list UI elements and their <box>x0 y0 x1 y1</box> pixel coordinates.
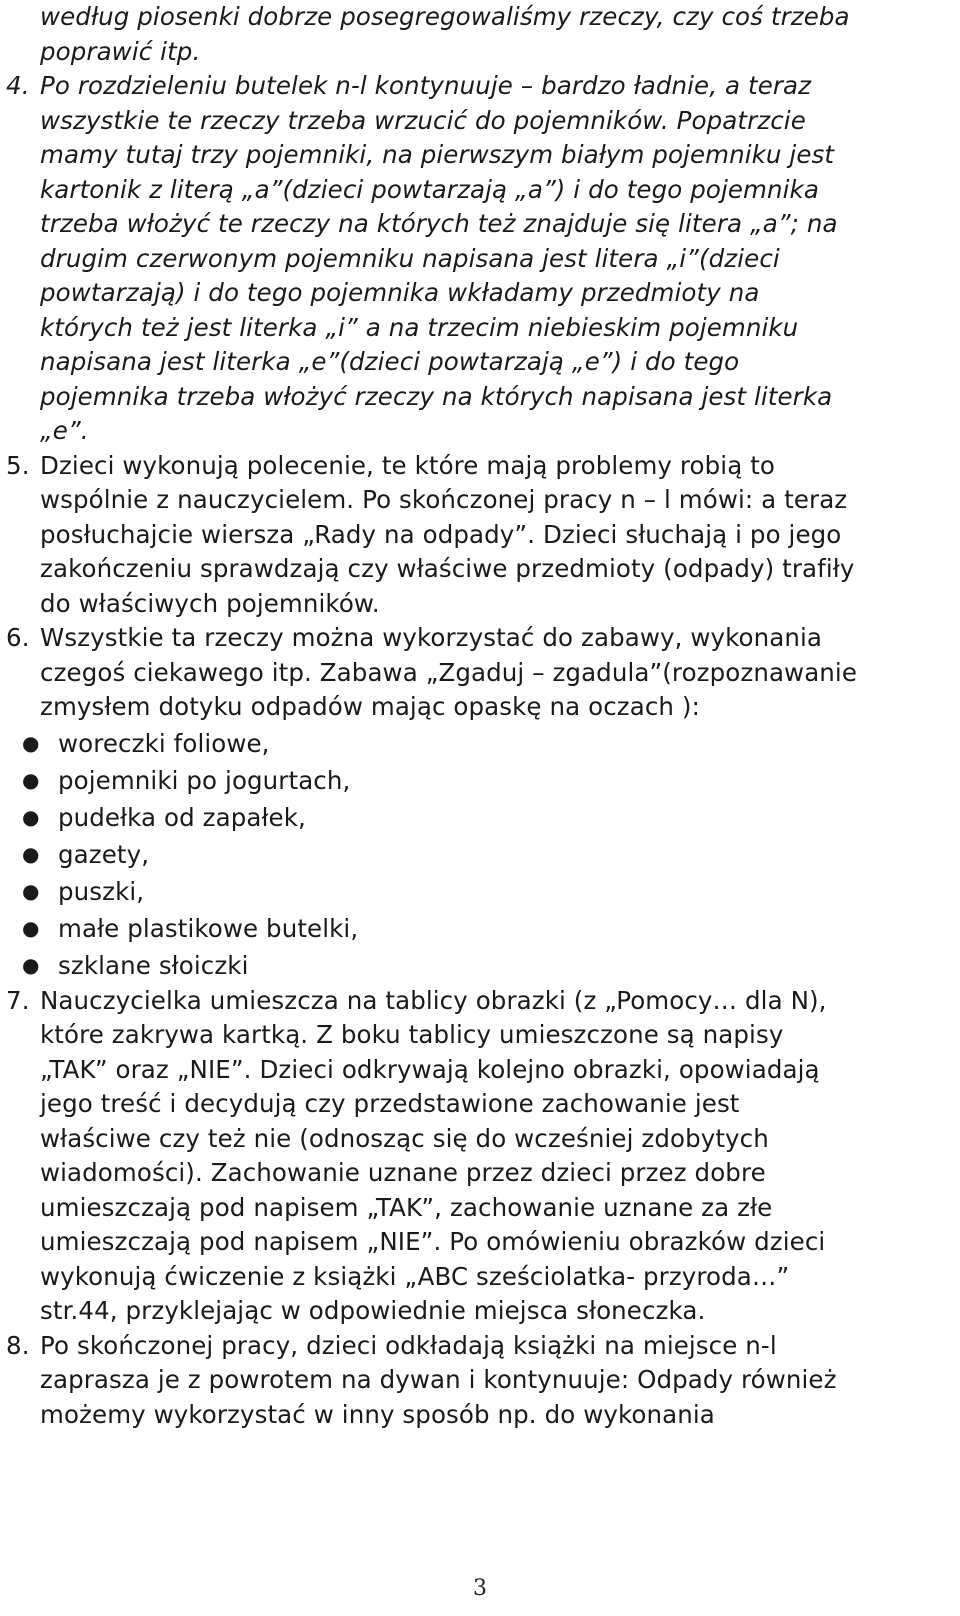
text-line <box>6 1018 946 1053</box>
text-line <box>6 173 946 208</box>
text-line <box>6 587 946 622</box>
line-text: poprawić itp. <box>40 36 201 66</box>
list-item-text: gazety, <box>58 839 150 869</box>
line-text: których też jest literka „i” a na trzecim niebieskim pojemniku <box>40 312 799 342</box>
text-line <box>6 1191 946 1226</box>
line-text: właściwe czy też nie (odnosząc się do wcześniej zdobytych <box>40 1123 769 1153</box>
line-text: mamy tutaj trzy pojemniki, na pierwszym białym pojemniku jest <box>40 140 835 169</box>
line-text: według piosenki dobrze posegregowaliśmy rzeczy, czy coś trzeba <box>40 2 850 31</box>
text-line <box>6 1398 946 1433</box>
text-line <box>6 656 946 691</box>
line-text: zmysłem dotyku odpadów mając opaskę na oczach ): <box>40 692 700 721</box>
text-line <box>6 345 946 380</box>
text-line <box>6 207 946 242</box>
line-text: do właściwych pojemników. <box>40 588 380 618</box>
list-number: 4. <box>6 71 30 100</box>
paragraph-block-top <box>6 0 946 725</box>
line-text: Nauczycielka umieszcza na tablicy obrazki (z „Pomocy… dla N), <box>40 985 827 1015</box>
text-line <box>6 35 946 70</box>
text-line <box>6 242 946 277</box>
line-text: wykonują ćwiczenie z książki „ABC sześciolatka- przyroda…” <box>40 1261 790 1291</box>
list-item-text: woreczki foliowe, <box>58 728 270 758</box>
bullet-dot-icon: ● <box>22 767 40 792</box>
line-text: kartonik z literą „a”(dzieci powtarzają „a”) i do tego pojemnika <box>40 174 819 204</box>
line-text: wspólnie z nauczycielem. Po skończonej pracy n – l mówi: a teraz <box>40 485 848 514</box>
list-number: 6. <box>6 623 30 652</box>
text-line <box>6 984 946 1019</box>
line-text: Wszystkie ta rzeczy można wykorzystać do zabawy, wykonania <box>40 623 822 652</box>
list-item <box>6 836 946 873</box>
text-line <box>6 518 946 553</box>
list-item <box>6 873 946 910</box>
bullet-dot-icon: ● <box>22 730 40 755</box>
list-item-text: pojemniki po jogurtach, <box>58 765 351 795</box>
line-text: Dzieci wykonują polecenie, te które mają problemy robią to <box>40 450 775 480</box>
list-item-text: pudełka od zapałek, <box>58 802 306 832</box>
line-text: powtarzają) i do tego pojemnika wkładamy przedmioty na <box>40 278 760 307</box>
line-text: str.44, przyklejając w odpowiednie miejsca słoneczka. <box>40 1296 706 1325</box>
list-item-text: małe plastikowe butelki, <box>58 913 359 943</box>
list-number: 8. <box>6 1330 30 1360</box>
line-text: „e”. <box>40 416 89 445</box>
bullet-dot-icon: ● <box>22 804 40 829</box>
text-line <box>6 1053 946 1088</box>
text-line <box>6 1156 946 1191</box>
text-line <box>6 1363 946 1398</box>
text-line <box>6 1122 946 1157</box>
list-item <box>6 910 946 947</box>
bullet-dot-icon: ● <box>22 952 40 977</box>
text-line <box>6 0 946 35</box>
text-line <box>6 104 946 139</box>
text-line <box>6 449 946 484</box>
text-line <box>6 483 946 518</box>
text-line <box>6 414 946 449</box>
text-line <box>6 380 946 415</box>
list-number: 5. <box>6 450 30 480</box>
text-line <box>6 621 946 656</box>
list-item <box>6 947 946 984</box>
line-text: zaprasza je z powrotem na dywan i kontynuuje: Odpady również <box>40 1365 837 1394</box>
bullet-list <box>6 725 946 984</box>
text-line <box>6 1087 946 1122</box>
line-text: Po rozdzieleniu butelek n-l kontynuuje – bardzo ładnie, a teraz <box>40 71 812 100</box>
line-text: Po skończonej pracy, dzieci odkładają książki na miejsce n-l <box>40 1330 777 1360</box>
text-line <box>6 1225 946 1260</box>
document-body <box>6 0 946 1432</box>
page-number: 3 <box>473 1576 487 1601</box>
bullet-dot-icon: ● <box>22 915 40 940</box>
line-text: które zakrywa kartką. Z boku tablicy umieszczone są napisy <box>40 1020 784 1049</box>
list-item-text: puszki, <box>58 876 145 906</box>
line-text: jego treść i decydują czy przedstawione zachowanie jest <box>40 1089 740 1118</box>
line-text: napisana jest literka „e”(dzieci powtarzają „e”) i do tego <box>40 347 740 376</box>
bullet-dot-icon: ● <box>22 878 40 903</box>
text-line <box>6 276 946 311</box>
line-text: posłuchajcie wiersza „Rady na odpady”. Dzieci słuchają i po jego <box>40 519 842 549</box>
list-item <box>6 725 946 762</box>
list-item <box>6 762 946 799</box>
list-number: 7. <box>6 985 30 1015</box>
line-text: wszystkie te rzeczy trzeba wrzucić do pojemników. Popatrzcie <box>40 105 806 135</box>
list-item-text: szklane słoiczki <box>58 950 249 980</box>
line-text: trzeba włożyć te rzeczy na których też znajduje się litera „a”; na <box>40 209 838 238</box>
text-line <box>6 1260 946 1295</box>
paragraph-block-bottom <box>6 984 946 1433</box>
line-text: „TAK” oraz „NIE”. Dzieci odkrywają kolejno obrazki, opowiadają <box>40 1054 820 1084</box>
line-text: umieszczają pod napisem „NIE”. Po omówieniu obrazków dzieci <box>40 1227 826 1256</box>
line-text: drugim czerwonym pojemniku napisana jest litera „i”(dzieci <box>40 243 780 273</box>
line-text: wiadomości). Zachowanie uznane przez dzieci przez dobre <box>40 1158 766 1187</box>
line-text: czegoś ciekawego itp. Zabawa „Zgaduj – zgadula”(rozpoznawanie <box>40 657 858 687</box>
bullet-dot-icon: ● <box>22 841 40 866</box>
text-line <box>6 311 946 346</box>
text-line <box>6 138 946 173</box>
line-text: zakończeniu sprawdzają czy właściwe przedmioty (odpady) trafiły <box>40 554 855 583</box>
line-text: pojemnika trzeba włożyć rzeczy na których napisana jest literka <box>40 381 833 411</box>
text-line <box>6 1294 946 1329</box>
line-text: możemy wykorzystać w inny sposób np. do wykonania <box>40 1399 715 1429</box>
text-line <box>6 552 946 587</box>
line-text: umieszczają pod napisem „TAK”, zachowanie uznane za złe <box>40 1192 773 1222</box>
text-line <box>6 69 946 104</box>
list-item <box>6 799 946 836</box>
text-line <box>6 1329 946 1364</box>
text-line <box>6 690 946 725</box>
